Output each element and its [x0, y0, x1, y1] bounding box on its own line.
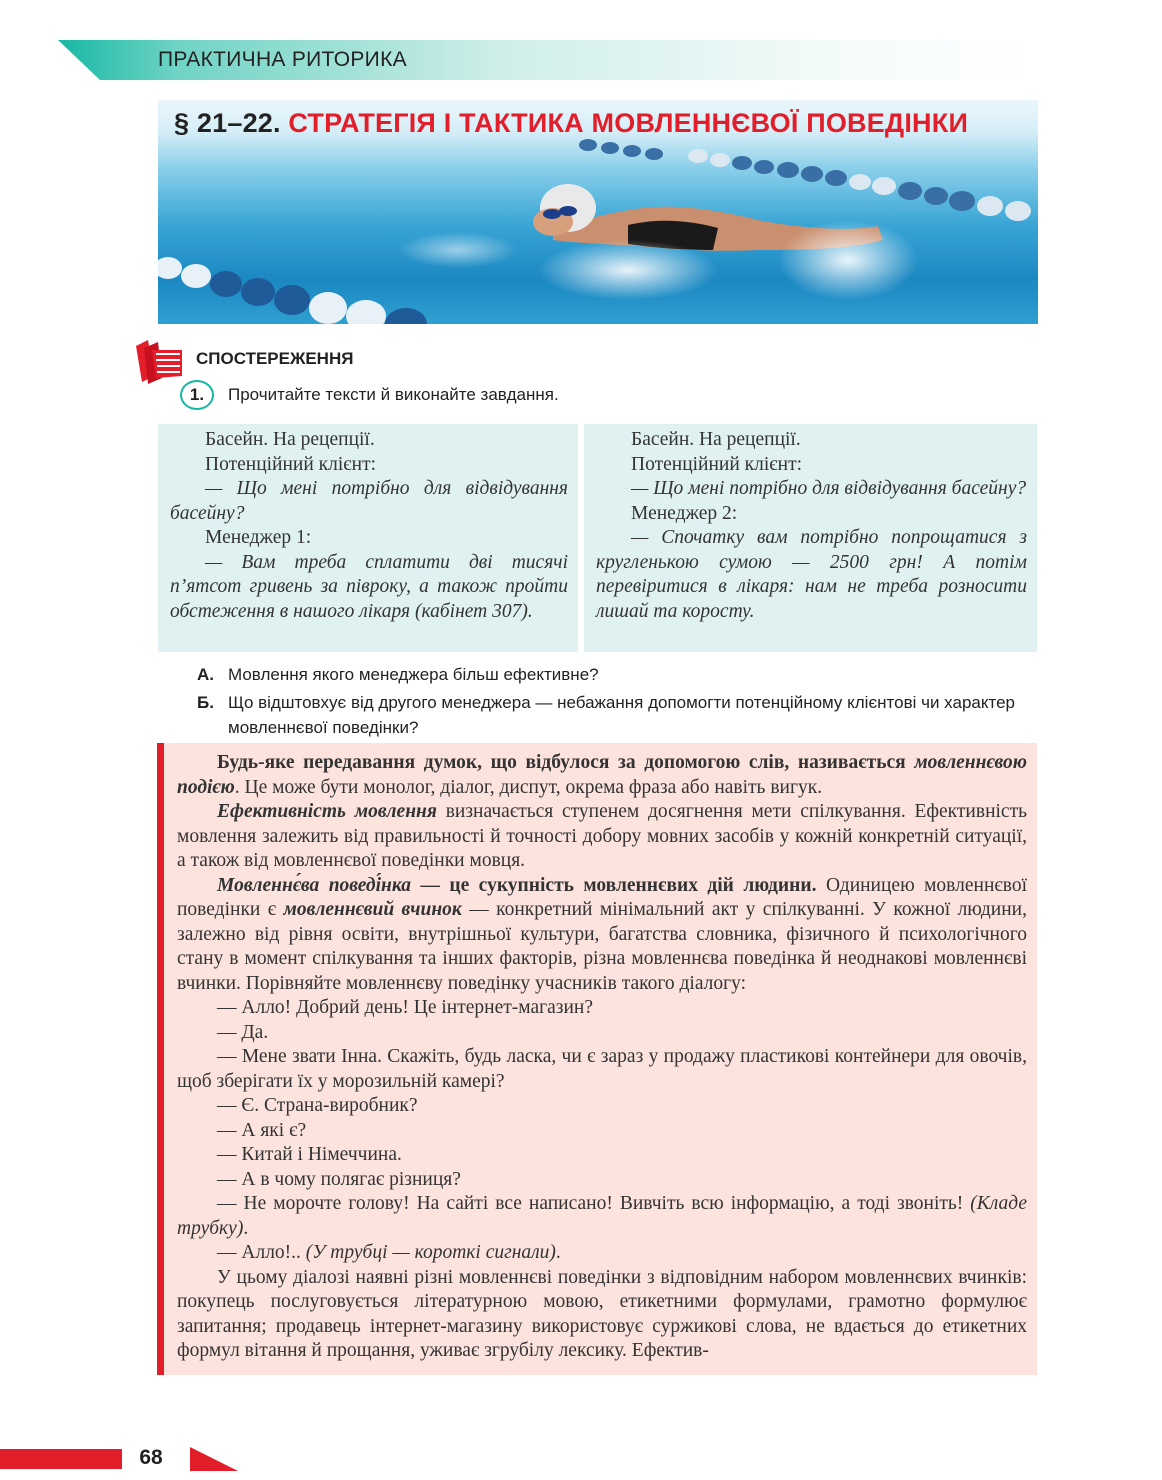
question-text: Мовлення якого менеджера більш ефективне?	[228, 665, 599, 684]
theory-paragraph: Мовленнє́ва поведі́нка — це сукупність мовленнєвих дій людини. Одиницею мовленнєвої поведінки є мовленнєвий вчинок — конкретний мінімальний акт у спілкуванні. У кожної людини, залежно від рівня освіти, внутрішньої культури, багатства словника, фізичного й психологічного стану в момент спілкування та інших факторів, різна мовленнєва поведінка й неоднакові мовленнєві вчинки. Порівняйте мовленнєву поведінку учасників такого діалогу:	[177, 874, 1027, 994]
dialog-line: — А які є?	[217, 1119, 307, 1141]
lane-rope-near	[158, 257, 427, 324]
theory-box	[157, 743, 1037, 1375]
dialog-line: — Мене звати Інна. Скажіть, будь ласка, чи є зараз у продажу пластикові контейнери для овочів, щоб зберігати їх у морозильній камері?	[177, 1046, 1027, 1092]
question-b	[197, 690, 1039, 740]
dialog-line: — Не морочте голову! На сайті все написано! Вивчіть всю інформацію, а тоді звоніть! (Кладе трубку).	[177, 1193, 1027, 1239]
dialog-box-manager-1	[158, 424, 578, 652]
dialog-line: — Китай і Німеччина.	[217, 1144, 402, 1165]
dialog-box-manager-2	[584, 424, 1037, 652]
dialog-line: — Що мені потрібно для відвідування басейну?	[170, 478, 568, 524]
dialog-line: — А в чому полягає різниця?	[217, 1168, 461, 1190]
dialog-line: Басейн. На рецепції.	[631, 429, 801, 450]
dialog-line: Басейн. На рецепції.	[205, 429, 375, 450]
question-letter: Б.	[197, 693, 214, 712]
dialog-line: Потенційний клієнт:	[631, 453, 803, 475]
page-number: 68	[139, 1446, 163, 1469]
lesson-name: СТРАТЕГІЯ І ТАКТИКА МОВЛЕННЄВОЇ ПОВЕДІНКИ	[288, 108, 969, 138]
dialog-line: — Вам треба сплатити дві тисячі п’ятсот гривень за півроку, а також пройти обстеження в нашого лікаря (кабінет 307).	[170, 551, 568, 622]
dialog-line: Менеджер 1:	[205, 527, 312, 548]
footer-bar	[0, 1449, 122, 1469]
dialog-line: — Є. Страна-виробник?	[217, 1095, 418, 1116]
theory-paragraph: Ефективність мовлення визначається ступенем досягнення мети спілкування. Ефективність мовлення залежить від правильності й точності добору мовних засобів у кожній конкретній ситуації, а також від мовленнєвої поведінки мовця.	[177, 801, 1027, 871]
dialog-line: — Алло!.. (У трубці — короткі сигнали).	[217, 1242, 561, 1263]
open-books-icon	[132, 336, 186, 386]
lesson-number: § 21–22.	[174, 108, 281, 138]
dialog-line: — Що мені потрібно для відвідування басейну?	[631, 478, 1027, 499]
section-title: ПРАКТИЧНА РИТОРИКА	[158, 48, 407, 71]
dialog-line: — Спочатку вам потрібно попрощатися з кругленькою сумою — 2500 грн! А потім перевіритися в лікаря: нам не треба розносити лишай та коросту.	[596, 527, 1027, 622]
dialog-line: — Да.	[217, 1021, 269, 1043]
question-letter: А.	[197, 665, 214, 684]
question-a	[197, 662, 1039, 687]
dialog-line: Потенційний клієнт:	[205, 453, 377, 475]
dialog-line: — Алло! Добрий день! Це інтернет-магазин?	[217, 997, 594, 1018]
lesson-title	[174, 108, 968, 139]
task-instruction: Прочитайте тексти й виконайте завдання.	[228, 385, 559, 404]
dialog-line: Менеджер 2:	[631, 502, 738, 524]
observation-heading: СПОСТЕРЕЖЕННЯ	[196, 349, 354, 368]
question-text: Що відштовхує від другого менеджера — небажання допомогти потенційному клієнтові чи характер мовленнєвої поведінки?	[228, 693, 1015, 737]
footer-triangle	[190, 1447, 238, 1471]
theory-paragraph: У цьому діалозі наявні різні мовленнєві поведінки з відповідним набором мовленнєвих вчинків: покупець послуговується літературною мовою, етикетними формулами, грамотно формулює запитання; продавець інтернет-магазину використовує суржикові слова, не вдається до етикетних формул вітання й прощання, уживає згрубілу лексику. Ефектив-	[177, 1266, 1027, 1361]
theory-paragraph: Будь-яке передавання думок, що відбулося за допомогою слів, називається мовленнєвою подією. Це може бути монолог, діалог, диспут, окрема фраза або навіть вигук.	[177, 752, 1027, 798]
task-number: 1.	[180, 380, 214, 410]
